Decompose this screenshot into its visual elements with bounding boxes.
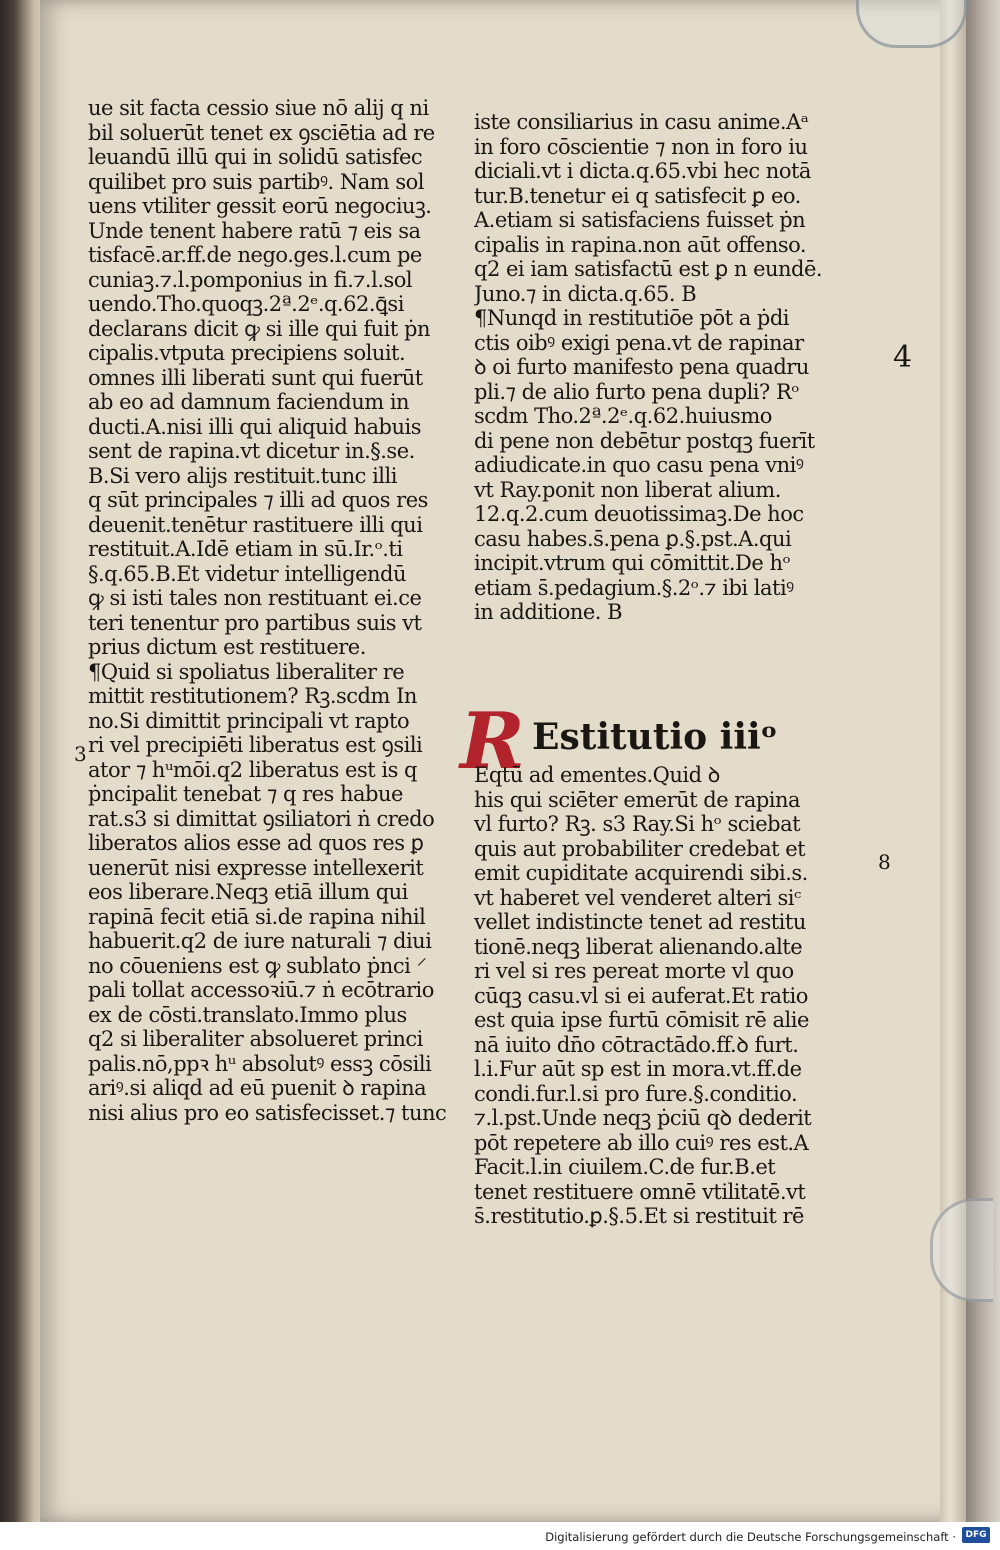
text-line: ator ⁊ hᵘmōi.q2 liberatus est is q — [88, 757, 417, 782]
footer-credit: Digitalisierung gefördert durch die Deutsche Forschungsgemeinschaft · — [545, 1530, 956, 1544]
section-heading-text: Estitutio iiiᵒ — [532, 716, 778, 758]
text-line: no cōueniens est ꝙ sublato ṗnci ⸍ — [88, 953, 427, 978]
text-line: iste consiliarius in casu anime.Aᵃ — [474, 110, 809, 134]
text-line: no.Si dimittit principali vt rapto — [88, 708, 410, 733]
text-line: pali tollat accessoꝛiū.⁊ ṅ ecōtrario — [88, 978, 434, 1002]
text-line: pli.⁊ de alio furto pena dupli? Rᵒ — [474, 379, 799, 404]
text-line: ri vel si res pereat morte vl quo — [474, 959, 794, 983]
text-line: ariꝰ.si aliqd ad eū puenit ꝺ rapina — [88, 1076, 427, 1100]
text-line: l.i.Fur aūt sp est in mora.vt.ff.de — [474, 1057, 802, 1081]
text-line: teri tenentur pro partibus suis vt — [88, 610, 422, 635]
text-line: cipalis.vtputa precipiens soluit. — [88, 341, 406, 365]
text-line: palis.nō,ppꝛ hᵘ absolutꝰ essꝫ cōsili — [88, 1051, 432, 1076]
text-line: rat.s3 si dimittat ꝯsiliatori ṅ credo — [88, 806, 435, 831]
text-line: tisfacē.ar.ff.de nego.ges.l.cum pe — [88, 243, 422, 267]
text-line: in foro cōscientie ⁊ non in foro iu — [474, 134, 808, 159]
text-line: tionē.neqꝫ liberat alienando.alte — [474, 934, 803, 959]
text-line: bil soluerūt tenet ex ꝯsciētia ad re — [88, 120, 435, 145]
text-line: B.Si vero alijs restituit.tunc illi — [88, 463, 397, 488]
text-line: vellet indistincte tenet ad restitu — [474, 910, 806, 934]
text-line: eos liberare.Neqꝫ etiā illum qui — [88, 880, 408, 904]
text-line: §.q.65.B.Et videtur intelligendū — [88, 561, 406, 586]
text-line: vl furto? Rꝫ. s3 Ray.Si hᵒ sciebat — [474, 812, 801, 836]
text-line: est quia ipse furtū cōmisit rē alie — [474, 1008, 809, 1032]
text-line: adiudicate.in quo casu pena vniꝰ — [474, 453, 804, 477]
text-line: prius dictum est restituere. — [88, 635, 366, 659]
text-line: ꝙ si isti tales non restituant ei.ce — [88, 586, 422, 610]
text-line: s̄.restitutio.ꝑ.§.5.Et si restituit rē — [474, 1204, 804, 1228]
text-line: A.etiam si satisfaciens fuisset ṗn — [474, 208, 806, 232]
text-line: ṗncipalit tenebat ⁊ q res habue — [88, 782, 403, 806]
text-line: emit cupiditate acquirendi sibi.s. — [474, 861, 808, 885]
margin-mark-left: 3 — [74, 742, 87, 766]
text-line: quilibet pro suis partibꝰ. Nam sol — [88, 169, 424, 194]
text-line: tenet restituere omnē vtilitatē.vt — [474, 1179, 806, 1204]
text-line: deuenit.tenētur rastituere illi qui — [88, 512, 423, 537]
text-line: q2 si liberaliter absolueret princi — [88, 1027, 423, 1051]
text-line: ue sit facta cessio siue nō alij q ni — [88, 96, 429, 120]
red-initial-letter: R — [460, 696, 525, 787]
text-line: Facit.l.in ciuilem.C.de fur.B.et — [474, 1155, 776, 1179]
text-line: uenerūt nisi expresse intellexerit — [88, 855, 424, 880]
right-text-column-top — [474, 110, 894, 625]
text-line: etiam s̄.pedagium.§.2ᵒ.⁊ ibi latiꝰ — [474, 575, 794, 600]
text-line: quis aut probabiliter credebat et — [474, 836, 806, 861]
text-line: Eqtū ad ementes.Quid ꝺ — [474, 763, 720, 787]
right-text-column-bottom — [474, 763, 894, 1229]
text-line: sent de rapina.vt dicetur in.§.se. — [88, 439, 415, 463]
text-line: restituit.A.Idē etiam in sū.Ir.ᵒ.ti — [88, 537, 403, 561]
text-line: diciali.vt i dicta.q.65.vbi hec notā — [474, 159, 811, 183]
text-line: q2 ei iam satisfactū est ꝑ n eundē. — [474, 257, 823, 281]
text-line: di pene non debētur postqꝫ fuerīt — [474, 428, 815, 453]
text-line: ctis oibꝰ exigi pena.vt de rapinar — [474, 330, 804, 355]
folio-number: 4 — [893, 340, 913, 375]
text-line: ꝺ oi furto manifesto pena quadru — [474, 355, 809, 379]
text-line: rapinā fecit etiā si.de rapina nihil — [88, 904, 426, 929]
text-line: mittit restitutionem? Rꝫ.scdm In — [88, 684, 417, 708]
text-line: condi.fur.l.si pro fure.§.conditio. — [474, 1081, 798, 1106]
text-line: ¶Quid si spoliatus liberaliter re — [88, 659, 405, 684]
text-line: in additione. B — [474, 600, 623, 624]
text-line: tur.B.tenetur ei q satisfecit ꝑ eo. — [474, 183, 801, 208]
text-line: nisi alius pro eo satisfecisset.⁊ tunc — [88, 1100, 447, 1125]
text-line: cuniaꝫ.⁊.l.pomponius in fi.⁊.l.sol — [88, 267, 413, 292]
margin-mark-right: 8 — [878, 850, 891, 874]
left-text-column — [88, 96, 448, 1125]
text-line: vt haberet vel venderet alteri siᶜ — [474, 885, 801, 910]
text-line: incipit.vtrum qui cōmittit.De hᵒ — [474, 551, 791, 575]
text-line: ¶Nunqd in restitutiōe pōt a ṗdi — [474, 306, 790, 330]
text-line: ⁊.l.pst.Unde neqꝫ ṗciū qꝺ dederit — [474, 1106, 812, 1130]
text-line: 12.q.2.cum deuotissimaꝫ.De hoc — [474, 502, 804, 526]
text-line: nā iuito dn̄o cōtractādo.ff.ꝺ furt. — [474, 1032, 799, 1057]
text-line: Unde tenent habere ratū ⁊ eis sa — [88, 218, 421, 243]
text-line: his qui sciēter emerūt de rapina — [474, 787, 801, 812]
text-line: casu habes.s̄.pena ꝑ.§.pst.A.qui — [474, 526, 792, 551]
text-line: Juno.⁊ in dicta.q.65. B — [474, 281, 697, 306]
text-line: leuandū illū qui in solidū satisfec — [88, 145, 423, 169]
text-line: liberatos alios esse ad quos res ꝑ — [88, 831, 424, 855]
text-line: scdm Tho.2ª.2ᵉ.q.62.huiusmo — [474, 404, 772, 428]
text-line: ducti.A.nisi illi qui aliquid habuis — [88, 414, 421, 439]
dfg-logo: DFG — [962, 1527, 990, 1543]
text-line: declarans dicit ꝙ si ille qui fuit ṗn — [88, 316, 430, 341]
text-line: vt Ray.ponit non liberat alium. — [474, 477, 781, 502]
text-line: ex de cōsti.translato.Immo plus — [88, 1002, 407, 1027]
text-line: uendo.Tho.quoqꝫ.2ª.2ᵉ.q.62.ꝗ̄si — [88, 292, 404, 316]
text-line: habuerit.q2 de iure naturali ⁊ diui — [88, 929, 432, 953]
text-line: uens vtiliter gessit eorū negociuꝫ. — [88, 194, 432, 218]
text-line: cūqꝫ casu.vl si ei auferat.Et ratio — [474, 983, 808, 1008]
text-line: ri vel precipiēti liberatus est ꝯsili — [88, 733, 423, 757]
text-line: ab eo ad damnum faciendum in — [88, 390, 410, 414]
text-line: omnes illi liberati sunt qui fuerūt — [88, 365, 423, 390]
text-line: pōt repetere ab illo cuiꝰ res est.A — [474, 1130, 809, 1155]
text-line: q sūt principales ⁊ illi ad quos res — [88, 488, 428, 512]
text-line: cipalis in rapina.non aūt offenso. — [474, 232, 807, 257]
